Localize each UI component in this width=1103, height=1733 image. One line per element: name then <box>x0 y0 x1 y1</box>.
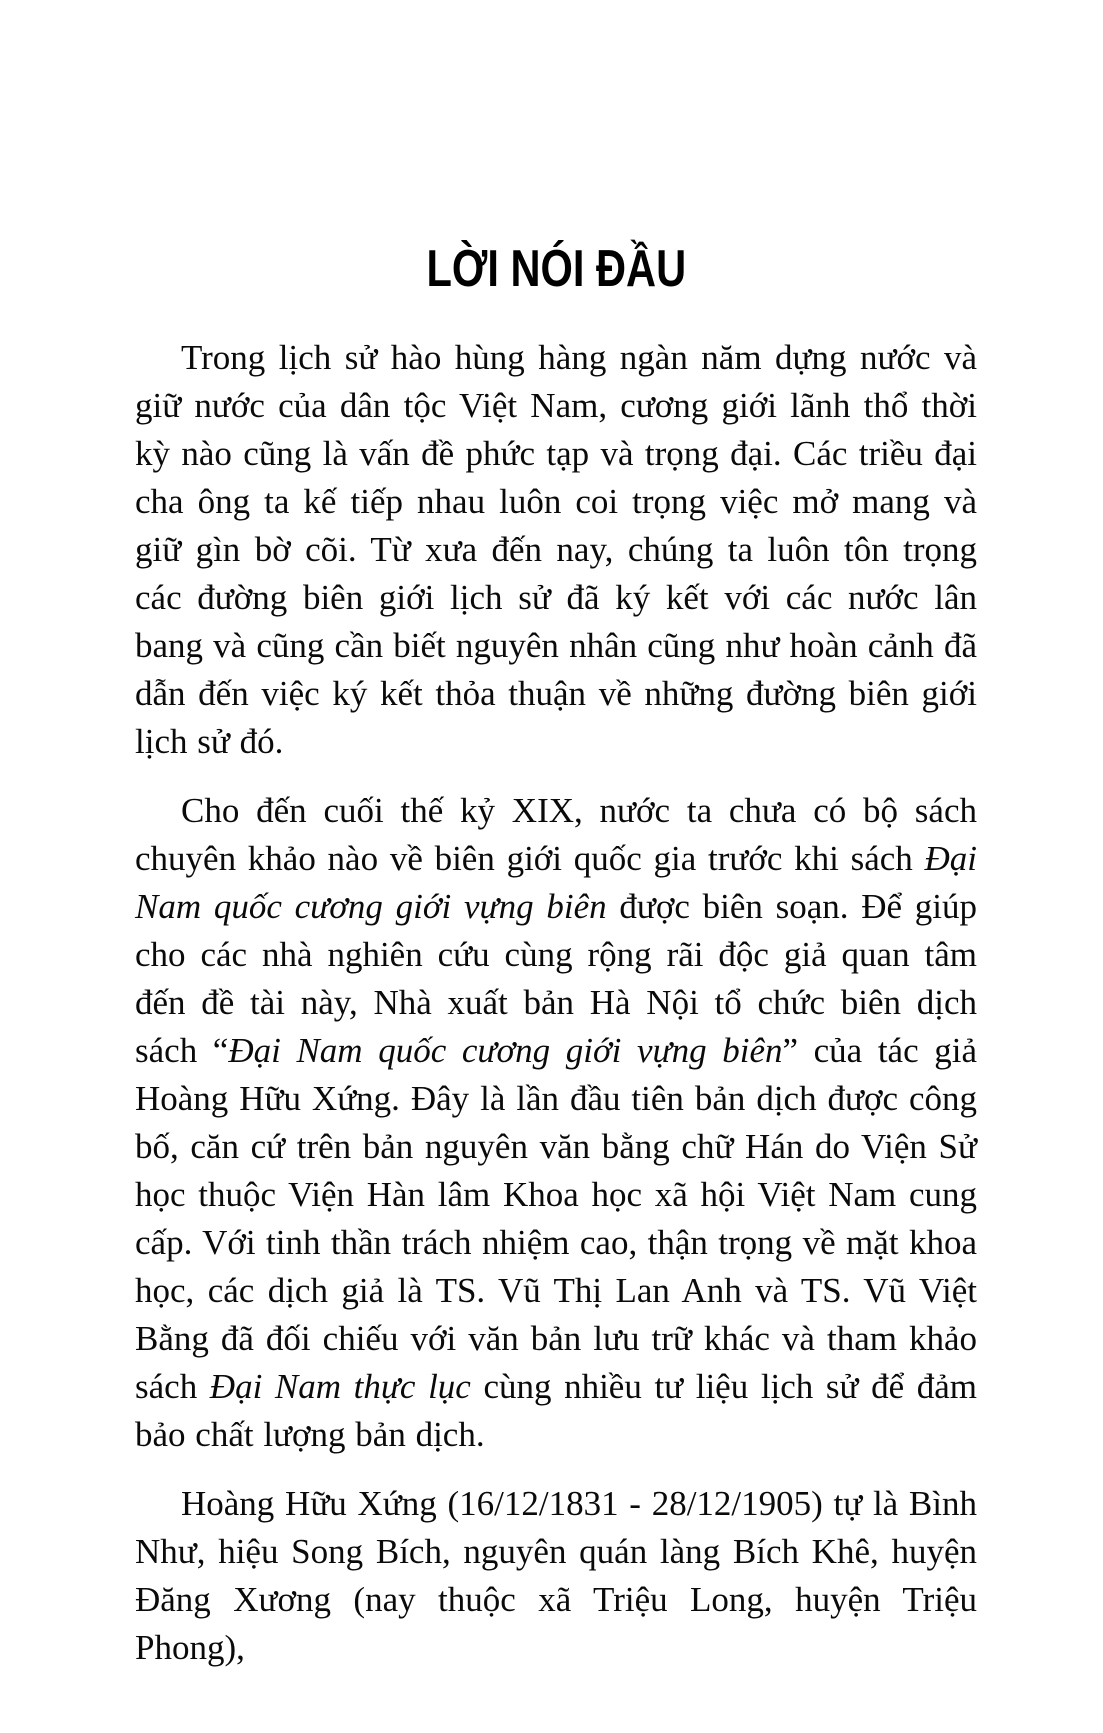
paragraph <box>135 1480 977 1672</box>
book-title-italic: Đại Nam thực lục <box>209 1367 471 1406</box>
text-segment: ” của tác giả Hoàng Hữu Xứng. Đây là lần đầu tiên bản dịch được công bố, căn cứ trên bản nguyên văn bằng chữ Hán do Viện Sử học thuộc Viện Hàn lâm Khoa học xã hội Việt Nam cung cấp. Với tinh thần trách nhiệm cao, thận trọng về mặt khoa học, các dịch giả là TS. Vũ Thị Lan Anh và TS. Vũ Việt Bằng đã đối chiếu với văn bản lưu trữ khác và tham khảo sách <box>135 1031 977 1406</box>
text-segment: Cho đến cuối thế kỷ XIX, nước ta chưa có bộ sách chuyên khảo nào về biên giới quốc gia trước khi sách <box>135 791 977 878</box>
paragraph <box>135 787 977 1459</box>
book-title-italic: Đại Nam quốc cương giới vựng biên <box>135 839 977 926</box>
page-title <box>135 238 977 300</box>
text-segment: Hoàng Hữu Xứng (16/12/1831 - 28/12/1905) tự là Bình Như, hiệu Song Bích, nguyên quán làng Bích Khê, huyện Đăng Xương (nay thuộc xã Triệu Long, huyện Triệu Phong), <box>135 1484 977 1667</box>
paragraph <box>135 334 977 766</box>
text-segment: cùng nhiều tư liệu lịch sử để đảm bảo chất lượng bản dịch. <box>135 1367 977 1454</box>
book-title-italic: Đại Nam quốc cương giới vựng biên <box>228 1031 783 1070</box>
text-segment: được biên soạn. Để giúp cho các nhà nghiên cứu cùng rộng rãi độc giả quan tâm đến đề tài này, Nhà xuất bản Hà Nội tổ chức biên dịch sách “ <box>135 887 977 1070</box>
page-content <box>135 334 977 1672</box>
text-segment: Trong lịch sử hào hùng hàng ngàn năm dựng nước và giữ nước của dân tộc Việt Nam, cương giới lãnh thổ thời kỳ nào cũng là vấn đề phức tạp và trọng đại. Các triều đại cha ông ta kế tiếp nhau luôn coi trọng việc mở mang và giữ gìn bờ cõi. Từ xưa đến nay, chúng ta luôn tôn trọng các đường biên giới lịch sử đã ký kết với các nước lân bang và cũng cần biết nguyên nhân cũng như hoàn cảnh đã dẫn đến việc ký kết thỏa thuận về những đường biên giới lịch sử đó. <box>135 338 977 761</box>
page-title-text: LỜI NÓI ĐẦU <box>426 240 686 298</box>
